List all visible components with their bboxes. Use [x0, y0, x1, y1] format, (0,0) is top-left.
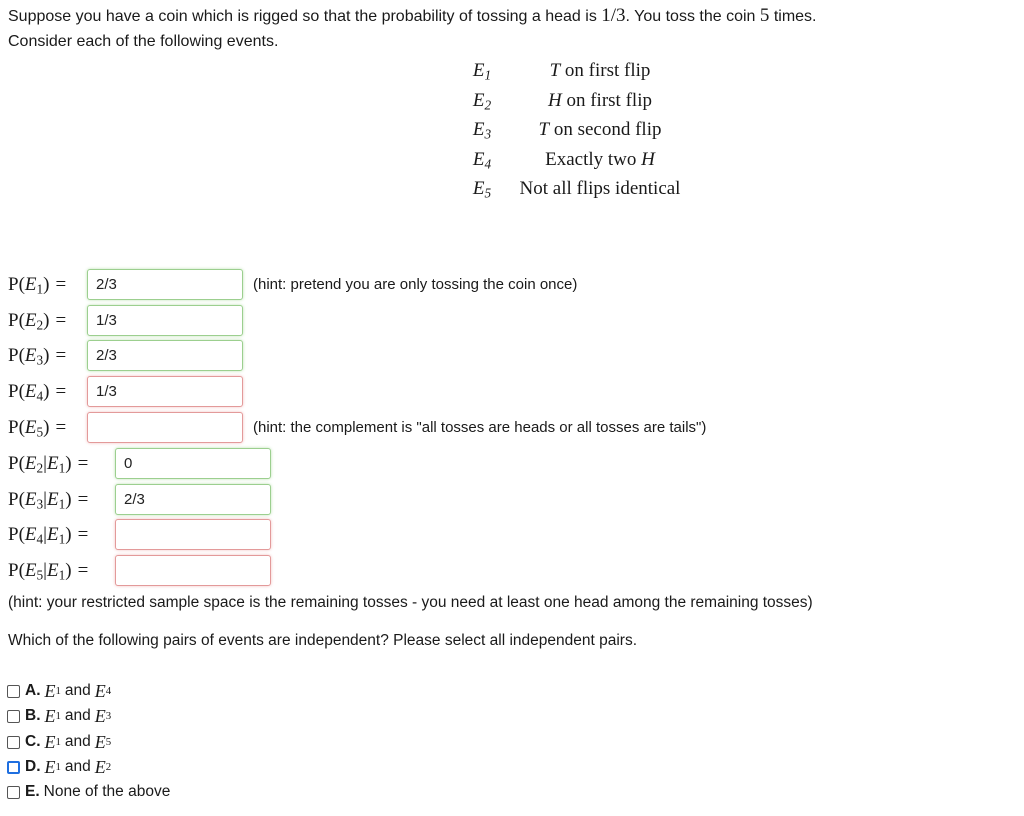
- head-probability: 1/3: [601, 5, 626, 26]
- cond-prob-label: $P(E_4|E_1)$ =: [8, 524, 89, 547]
- cond-row-e4-e1: [8, 518, 88, 552]
- option-b[interactable]: B. E 1 and E 3: [7, 704, 111, 728]
- cond-row-e5-e1: [8, 554, 88, 588]
- prob-row-e5: [8, 411, 66, 445]
- toss-count: 5: [759, 5, 770, 26]
- answer-input-p-e3[interactable]: [87, 340, 243, 371]
- prob-row-e3: [8, 339, 66, 373]
- option-a[interactable]: A. E 1 and E 4: [7, 679, 111, 703]
- hint-single-toss: (hint: pretend you are only tossing the coin once): [253, 276, 578, 293]
- answer-input-p-e4[interactable]: [87, 376, 243, 407]
- intro-line-1: Suppose you have a coin which is rigged so that the probability of tossing a head is 1/3. You toss the coin 5 times.: [8, 5, 817, 26]
- prob-row-e4: [8, 375, 66, 409]
- checkbox-icon[interactable]: [7, 786, 20, 799]
- answer-input-p-e5-given-e1[interactable]: [115, 555, 271, 586]
- prob-label: $P(E_4)$ =: [8, 381, 67, 404]
- cond-prob-label: $P(E_3|E_1)$ =: [8, 489, 89, 512]
- answer-input-p-e1[interactable]: [87, 269, 243, 300]
- answer-input-p-e2-given-e1[interactable]: [115, 448, 271, 479]
- prob-label: $P(E_1)$ =: [8, 274, 67, 297]
- prob-row-e2: [8, 304, 66, 338]
- cond-row-e2-e1: [8, 447, 88, 481]
- prob-label: $P(E_2)$ =: [8, 310, 67, 333]
- checkbox-icon[interactable]: [7, 685, 20, 698]
- option-e[interactable]: E. None of the above: [7, 780, 170, 804]
- checkbox-icon[interactable]: [7, 710, 20, 723]
- cond-prob-label: $P(E_5|E_1)$ =: [8, 560, 89, 583]
- checkbox-icon[interactable]: [7, 761, 20, 774]
- answer-input-p-e4-given-e1[interactable]: [115, 519, 271, 550]
- hint-restricted-space: (hint: your restricted sample space is the remaining tosses - you need at least one head among the remaining tosses): [8, 594, 813, 611]
- problem-statement: [8, 3, 1008, 54]
- answer-input-p-e2[interactable]: [87, 305, 243, 336]
- checkbox-icon[interactable]: [7, 736, 20, 749]
- option-c[interactable]: C. E 1 and E 5: [7, 730, 111, 754]
- prob-label: $P(E_3)$ =: [8, 345, 67, 368]
- cond-row-e3-e1: [8, 483, 88, 517]
- independence-question: Which of the following pairs of events are independent? Please select all independent pairs.: [8, 632, 638, 649]
- cond-prob-label: $P(E_2|E_1)$ =: [8, 453, 89, 476]
- prob-label: $P(E_5)$ =: [8, 417, 67, 440]
- intro-line-2: Consider each of the following events.: [8, 33, 279, 50]
- hint-complement: (hint: the complement is "all tosses are heads or all tosses are tails"): [253, 419, 707, 436]
- answer-input-p-e5[interactable]: [87, 412, 243, 443]
- answer-input-p-e3-given-e1[interactable]: [115, 484, 271, 515]
- prob-row-e1: [8, 268, 66, 302]
- option-d[interactable]: D. E 1 and E 2: [7, 755, 111, 779]
